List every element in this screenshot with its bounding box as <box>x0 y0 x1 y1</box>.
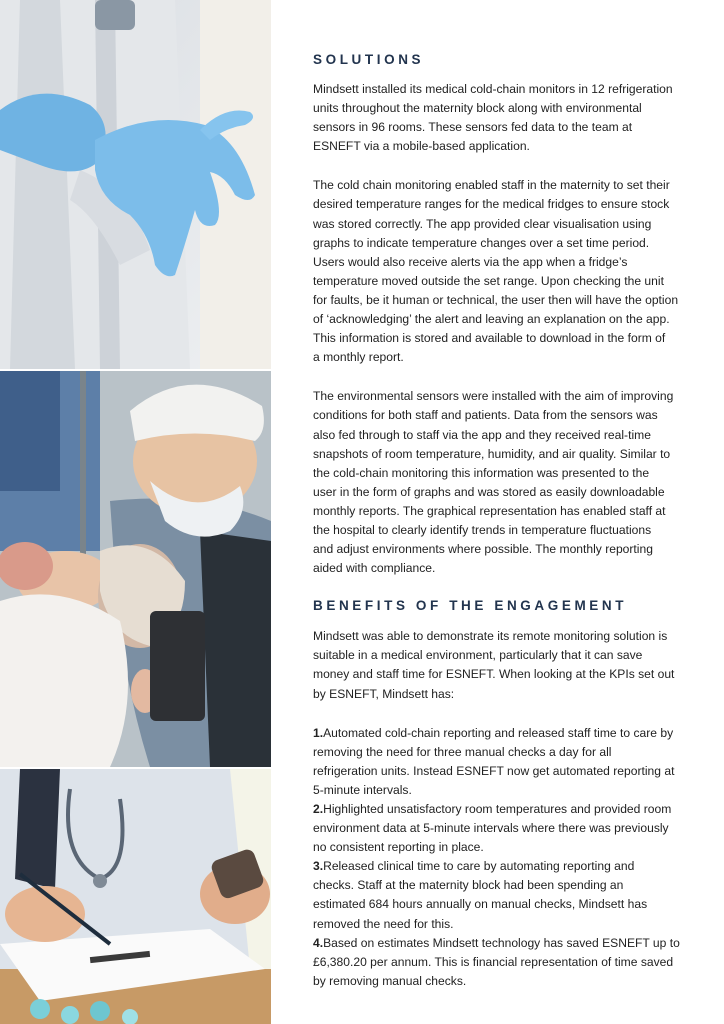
kpi-item <box>313 724 685 800</box>
content-column <box>313 52 685 991</box>
benefits-heading: BENEFITS OF THE ENGAGEMENT <box>313 598 628 614</box>
benefits-intro: Mindsett was able to demonstrate its remote monitoring solution is suitable in a medical environment, particularly that it can save money and staff time for ESNEFT. When looking at the KPIs set out by ESNEFT, Mindsett has: <box>313 629 675 701</box>
newborn-delivery-image <box>0 371 271 767</box>
kpi-text: Released clinical time to care by automating reporting and checks. Staff at the maternity block had been spending an estimated 684 hours annually on manual checks, Mindsett has removed the need for this. <box>313 859 648 931</box>
solutions-paragraph-2: The cold chain monitoring enabled staff in the maternity to set their desired temperature ranges for the medical fridges to ensure stock was stored correctly. The app provided clear visualisation using graphs to indicate temperature changes over a set time period. Users would also receive alerts via the app when a fridge’s temperature moved outside the set range. Upon checking the unit for faults, be it human or technical, the user then will have the option of ‘acknowledging’ the alert and leaving an explanation on the app. This information is stored and available to download in the form of a monthly report. <box>313 178 679 365</box>
photo-column <box>0 0 271 1024</box>
kpi-number: 2. <box>313 802 324 816</box>
kpi-item <box>313 857 685 933</box>
kpi-number: 4. <box>313 935 324 950</box>
kpi-number: 3. <box>313 859 324 874</box>
photo-newborn-delivery <box>0 371 271 767</box>
kpi-item <box>313 800 685 857</box>
doctor-writing-image <box>0 769 271 1024</box>
kpi-list <box>313 724 685 991</box>
kpi-text: Automated cold-chain reporting and released staff time to care by removing the need for three manual checks a day for all refrigeration units. Instead ESNEFT now get automated reporting at 5-minute intervals. <box>313 725 675 797</box>
solutions-paragraph-1: Mindsett installed its medical cold-chain monitors in 12 refrigeration units throughout the maternity block along with environmental sensors in 96 rooms. These sensors fed data to the team at ESNEFT via a mobile-based application. <box>313 82 673 154</box>
solutions-paragraph-3: The environmental sensors were installed with the aim of improving conditions for both staff and patients. Data from the sensors was also fed through to staff via the app and they received real-time snapshots of room temperature, humidity, and air quality. Similar to the cold-chain monitoring this information was presented to the user in the form of graphs and was stored as easily downloadable monthly reports. The graphical representation has enabled staff at the hospital to clearly identify trends in temperature fluctuations and adjust environments where possible. The monthly reporting aided with compliance. <box>313 389 674 576</box>
photo-doctor-writing <box>0 769 271 1024</box>
solutions-heading: SOLUTIONS <box>313 52 425 67</box>
kpi-text: Based on estimates Mindsett technology has saved ESNEFT up to £6,380.20 per annum. This is financial representation of time saved by removing manual checks. <box>313 935 680 988</box>
kpi-text: Highlighted unsatisfactory room temperatures and provided room environment data at 5-minute intervals where there was previously no consistent reporting in place. <box>313 802 672 855</box>
kpi-item <box>313 934 685 991</box>
photo-gloved-hands <box>0 0 271 369</box>
kpi-number: 1. <box>313 725 324 740</box>
gloved-hands-image <box>0 0 271 369</box>
